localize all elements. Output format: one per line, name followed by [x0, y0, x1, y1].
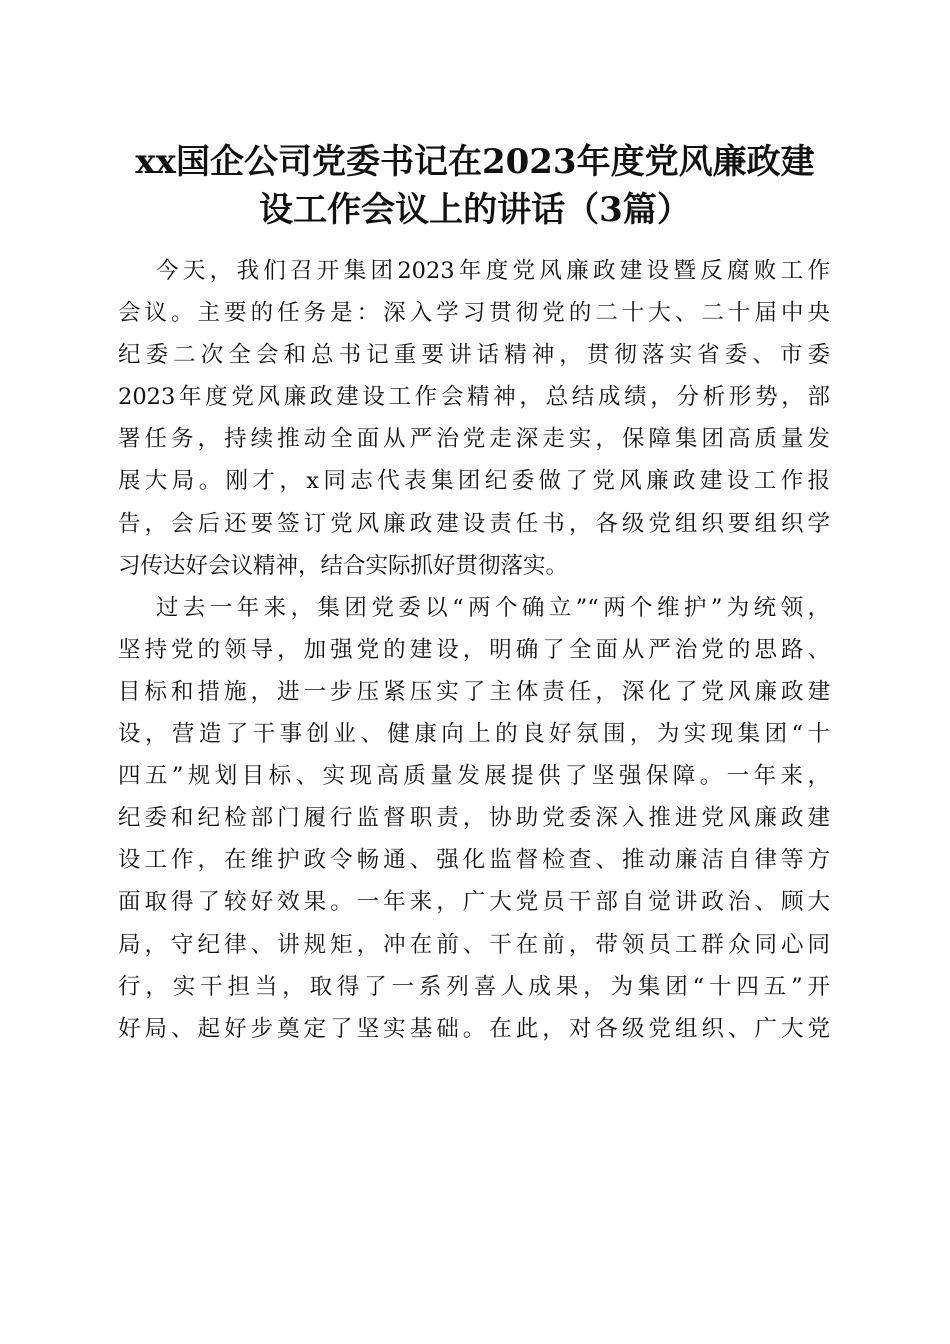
- text-line: 设工作，在维护政令畅通、强化监督检查、推动廉洁自律等方: [118, 847, 830, 874]
- text-line: 2023年度党风廉政建设工作会精神，总结成绩，分析形势，部: [118, 384, 830, 411]
- paragraph: [118, 587, 830, 1050]
- text-line: 设，营造了干事创业、健康向上的良好氛围，为实现集团“十: [118, 721, 830, 748]
- text-line: 展大局。刚才，x同志代表集团纪委做了党风廉政建设工作报: [118, 468, 830, 495]
- text-line: 今天，我们召开集团2023年度党风廉政建设暨反腐败工作: [156, 258, 830, 284]
- text-line: 署任务，持续推动全面从严治党走深走实，保障集团高质量发: [118, 426, 830, 453]
- title-line: xx国企公司党委书记在2023年度党风廉政建: [135, 142, 815, 182]
- text-line: 行，实干担当，取得了一系列喜人成果，为集团“十四五”开: [118, 973, 830, 1000]
- paragraph: [118, 250, 830, 587]
- text-line: 四五”规划目标、实现高质量发展提供了坚强保障。一年来，: [118, 763, 830, 790]
- text-line: 纪委和纪检部门履行监督职责，协助党委深入推进党风廉政建: [118, 805, 830, 832]
- text-line: 好局、起好步奠定了坚实基础。在此，对各级党组织、广大党: [118, 1015, 830, 1042]
- text-line: 习传达好会议精神，结合实际抓好贯彻落实。: [118, 552, 569, 579]
- title-line: 设工作会议上的讲话（3篇）: [259, 190, 691, 230]
- text-line: 告，会后还要签订党风廉政建设责任书，各级党组织要组织学: [118, 510, 830, 537]
- document-body: [118, 250, 830, 1050]
- text-line: 过去一年来，集团党委以“两个确立”“两个维护”为统领，: [156, 594, 830, 621]
- text-line: 面取得了较好效果。一年来，广大党员干部自觉讲政治、顾大: [118, 889, 830, 916]
- text-line: 局，守纪律、讲规矩，冲在前、干在前，带领员工群众同心同: [118, 931, 830, 958]
- text-line: 纪委二次全会和总书记重要讲话精神，贯彻落实省委、市委: [118, 342, 830, 369]
- document-title: [100, 138, 850, 234]
- text-line: 目标和措施，进一步压紧压实了主体责任，深化了党风廉政建: [118, 678, 830, 705]
- text-line: 坚持党的领导，加强党的建设，明确了全面从严治党的思路、: [118, 636, 830, 663]
- text-line: 会议。主要的任务是：深入学习贯彻党的二十大、二十届中央: [118, 300, 830, 327]
